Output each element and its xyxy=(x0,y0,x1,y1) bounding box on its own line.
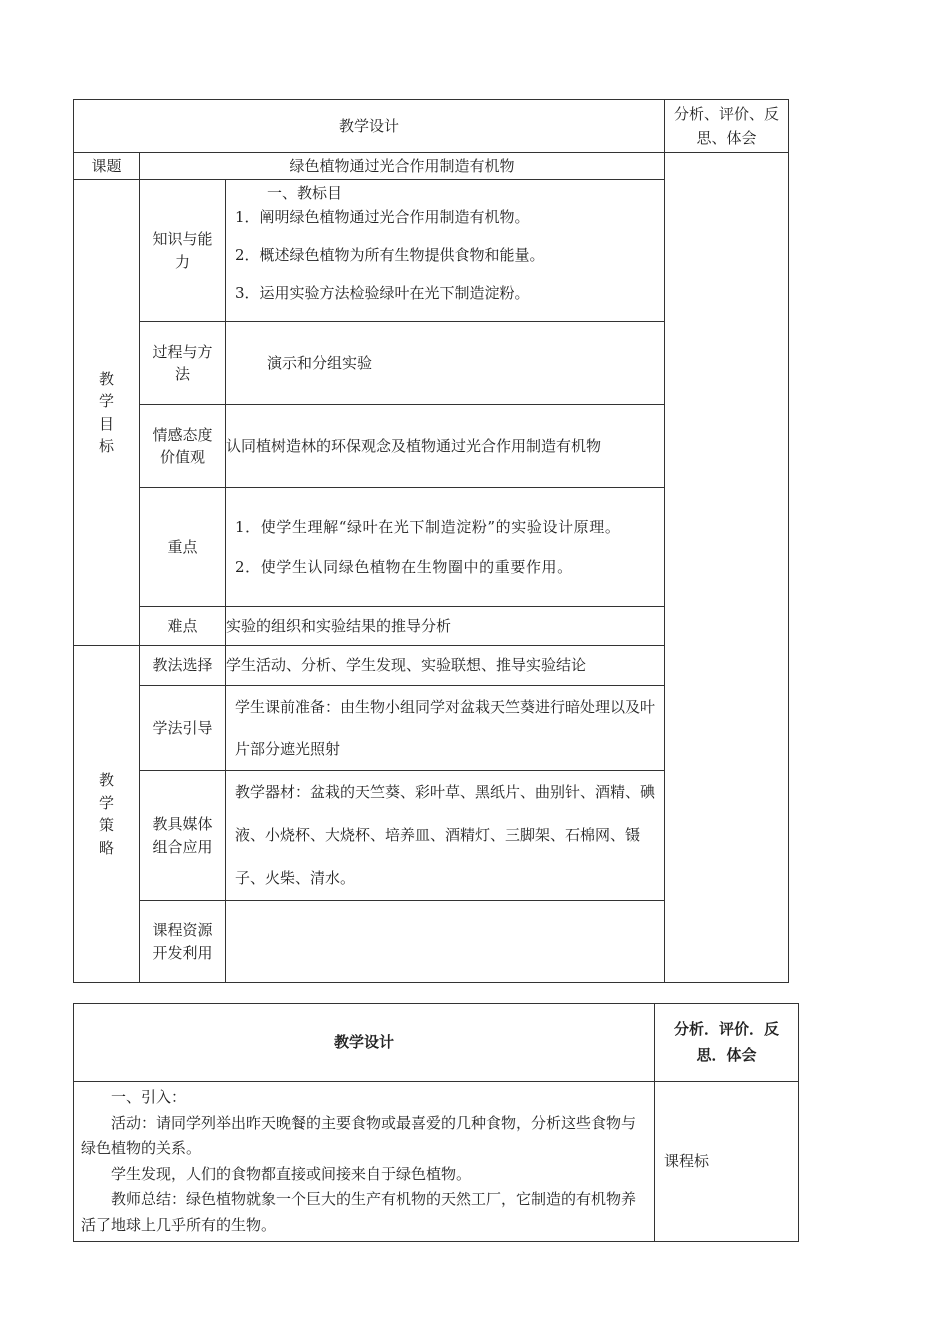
knowledge-label: 知识与能 力 xyxy=(140,180,226,322)
resource-label: 课程资源 开发利用 xyxy=(140,901,226,983)
paragraph: 教师总结：绿色植物就象一个巨大的生产有机物的天然工厂，它制造的有机物养活了地球上几乎所有的生物。 xyxy=(81,1190,637,1234)
media-value: 教学器材：盆栽的天竺葵、彩叶草、黑纸片、曲别针、酒精、碘液、小烧杯、大烧杯、培养皿、酒精灯、三脚架、石棉网、镊子、火柴、清水。 xyxy=(226,771,665,901)
study-value: 学生课前准备：由生物小组同学对盆栽天竺葵进行暗处理以及叶片部分遮光照射 xyxy=(226,686,665,771)
lesson-plan-table xyxy=(73,99,789,983)
paragraph: 活动：请同学列举出昨天晚餐的主要食物或最喜爱的几种食物，分析这些食物与绿色植物的关系。 xyxy=(81,1113,637,1157)
knowledge-item: 1．阐明绿色植物通过光合作用制造有机物。 xyxy=(235,208,530,226)
process-label: 过程与方 法 xyxy=(140,322,226,405)
table2-header-side: 分析．评价．反思．体会 xyxy=(655,1004,799,1082)
goals-group-label: 教 学 目 标 xyxy=(74,180,140,646)
objectives-heading: 一、教标目 xyxy=(267,184,343,202)
method-label: 教法选择 xyxy=(140,646,226,686)
paragraph: 一、引入： xyxy=(111,1088,187,1106)
table-header-side: 分析、评价、反思、体会 xyxy=(665,100,789,153)
topic-label: 课题 xyxy=(74,153,140,180)
introduction-content xyxy=(74,1082,655,1242)
side-notes-column xyxy=(665,153,789,983)
method-value: 学生活动、分析、学生发现、实验联想、推导实验结论 xyxy=(226,646,665,686)
key-label: 重点 xyxy=(140,488,226,607)
topic-value: 绿色植物通过光合作用制造有机物 xyxy=(140,153,665,180)
knowledge-item: 2．概述绿色植物为所有生物提供食物和能量。 xyxy=(235,246,545,264)
media-label: 教具媒体 组合应用 xyxy=(140,771,226,901)
lesson-design-table xyxy=(73,1003,799,1242)
knowledge-item: 3．运用实验方法检验绿叶在光下制造淀粉。 xyxy=(235,284,530,302)
study-label: 学法引导 xyxy=(140,686,226,771)
knowledge-content xyxy=(226,180,665,322)
side-note: 课程标 xyxy=(655,1082,799,1242)
emotion-label: 情感态度 价值观 xyxy=(140,405,226,488)
emotion-value: 认同植树造林的环保观念及植物通过光合作用制造有机物 xyxy=(226,405,665,488)
difficulty-label: 难点 xyxy=(140,607,226,646)
table2-header-title: 教学设计 xyxy=(74,1004,655,1082)
resource-value xyxy=(226,901,665,983)
key-content xyxy=(226,488,665,607)
paragraph: 学生发现，人们的食物都直接或间接来自于绿色植物。 xyxy=(111,1164,472,1183)
key-item: 2．使学生认同绿色植物在生物圈中的重要作用。 xyxy=(235,558,573,576)
strategy-group-label: 教 学 策 略 xyxy=(74,646,140,983)
table-header-title: 教学设计 xyxy=(74,100,665,153)
key-item: 1．使学生理解“绿叶在光下制造淀粉”的实验设计原理。 xyxy=(235,518,621,536)
difficulty-value: 实验的组织和实验结果的推导分析 xyxy=(226,607,665,646)
process-value: 演示和分组实验 xyxy=(226,322,665,405)
